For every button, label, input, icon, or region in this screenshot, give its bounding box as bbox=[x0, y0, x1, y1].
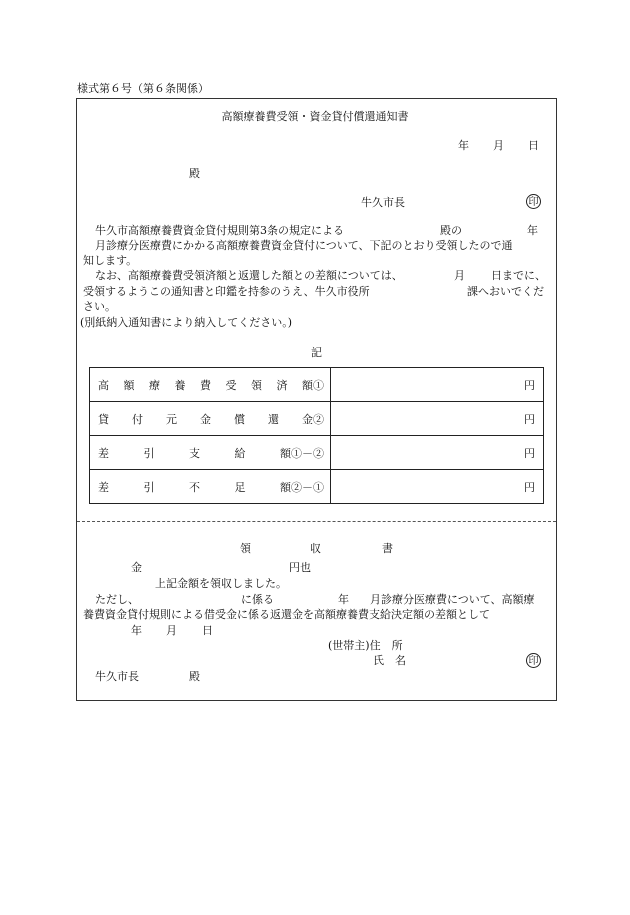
body-p2-b: 月 bbox=[454, 269, 465, 282]
label-char: 償 bbox=[234, 412, 245, 426]
label-char: 不 bbox=[189, 480, 200, 494]
label-char: 差 bbox=[98, 480, 109, 494]
row-label bbox=[90, 436, 331, 470]
label-char: 額②－① bbox=[280, 480, 324, 494]
receipt-enya: 円也 bbox=[289, 561, 311, 574]
label-char: 済 bbox=[276, 378, 288, 392]
label-char: 受 bbox=[225, 378, 237, 392]
label-char: 金② bbox=[302, 412, 324, 426]
label-char: 還 bbox=[268, 412, 279, 426]
receipt-received: 上記金額を領収しました。 bbox=[155, 577, 287, 590]
cut-line bbox=[77, 521, 556, 522]
label-char: 療 bbox=[149, 378, 160, 392]
table-row bbox=[90, 436, 544, 470]
label-char: 養 bbox=[174, 378, 186, 392]
label-char: 差 bbox=[98, 446, 109, 460]
label-char: 元 bbox=[166, 412, 177, 426]
amount-cell[interactable]: 円 bbox=[331, 470, 544, 504]
row-label-text bbox=[98, 445, 324, 461]
seal-mark: 印 bbox=[526, 194, 541, 209]
body-p1-a: 牛久市高額療養費資金貸付規則第3条の規定による bbox=[95, 224, 344, 237]
body-p1-c: 年 bbox=[527, 224, 538, 237]
receipt-title-char: 領 bbox=[240, 542, 251, 555]
body-p2-c: 日までに、 bbox=[491, 269, 546, 282]
label-char: 支 bbox=[189, 446, 200, 460]
date-month-label: 月 bbox=[493, 139, 504, 152]
body-p2-e: 課へおいでくだ bbox=[467, 285, 544, 298]
receipt-mayor-suffix: 殿 bbox=[189, 670, 200, 683]
householder-name-label: 氏 名 bbox=[373, 654, 406, 667]
receipt-mayor: 牛久市長 bbox=[95, 670, 139, 683]
receipt-date-day: 日 bbox=[202, 624, 213, 637]
document-title: 高額療養費受領・資金貸付償還通知書 bbox=[221, 110, 409, 123]
ki-heading: 記 bbox=[311, 346, 322, 359]
body-p3: (別紙納入通知書により納入してください。) bbox=[80, 316, 293, 329]
receipt-date-month: 月 bbox=[166, 624, 177, 637]
label-char: 給 bbox=[234, 446, 246, 460]
label-char: 費 bbox=[200, 378, 211, 392]
label-char: 領 bbox=[251, 378, 262, 392]
label-char: 金 bbox=[200, 412, 211, 426]
body-p1-b: 殿の bbox=[440, 224, 462, 237]
receipt-kin: 金 bbox=[131, 561, 142, 574]
label-char: 額①－② bbox=[280, 446, 324, 460]
receipt-line1-a: ただし、 bbox=[95, 593, 139, 606]
table-row bbox=[90, 402, 544, 436]
label-char: 付 bbox=[132, 412, 143, 426]
receipt-line1-c: 年 bbox=[338, 593, 349, 606]
label-char: 引 bbox=[143, 446, 155, 460]
receipt-title-char: 収 bbox=[310, 542, 321, 555]
label-char: 貸 bbox=[98, 412, 109, 426]
issuer-name: 牛久市長 bbox=[361, 196, 405, 209]
amount-cell[interactable]: 円 bbox=[331, 402, 544, 436]
label-char: 足 bbox=[234, 480, 246, 494]
form-number: 様式第６号（第６条関係） bbox=[77, 82, 209, 95]
receipt-date-year: 年 bbox=[131, 624, 142, 637]
receipt-line1-b: に係る bbox=[241, 593, 274, 606]
amount-table bbox=[89, 367, 544, 504]
receipt-line2: 養費資金貸付規則による借受金に係る返還金を高額療養費支給決定額の差額として bbox=[83, 608, 490, 621]
amount-cell[interactable]: 円 bbox=[331, 368, 544, 402]
date-day-label: 日 bbox=[528, 139, 539, 152]
receipt-title-char: 書 bbox=[382, 542, 393, 555]
row-label-text bbox=[98, 411, 324, 427]
row-label bbox=[90, 368, 331, 402]
label-char: 引 bbox=[143, 480, 155, 494]
householder-address-label: (世帯主)住 所 bbox=[328, 639, 403, 652]
body-p1-e: 知します。 bbox=[83, 254, 138, 267]
table-row bbox=[90, 470, 544, 504]
body-p2-f: さい。 bbox=[83, 300, 116, 313]
row-label bbox=[90, 402, 331, 436]
date-year-label: 年 bbox=[458, 139, 469, 152]
row-label-text bbox=[98, 479, 324, 495]
seal-mark: 印 bbox=[526, 653, 541, 668]
amount-cell[interactable]: 円 bbox=[331, 436, 544, 470]
row-label-text bbox=[98, 377, 324, 393]
label-char: 高 bbox=[98, 378, 109, 392]
label-char: 額 bbox=[123, 378, 135, 392]
body-p2-a: なお、高額療養費受領済額と返還した額との差額については、 bbox=[95, 269, 403, 282]
receipt-line1-d: 月診療分医療費について、高額療 bbox=[370, 593, 535, 606]
body-p2-d: 受領するようこの通知書と印鑑を持参のうえ、牛久市役所 bbox=[83, 285, 370, 298]
label-char: 額① bbox=[302, 378, 324, 392]
row-label bbox=[90, 470, 331, 504]
body-p1-d: 月診療分医療費にかかる高額療養費資金貸付について、下記のとおり受領したので通 bbox=[95, 239, 513, 252]
addressee-suffix: 殿 bbox=[189, 167, 200, 180]
table-row bbox=[90, 368, 544, 402]
